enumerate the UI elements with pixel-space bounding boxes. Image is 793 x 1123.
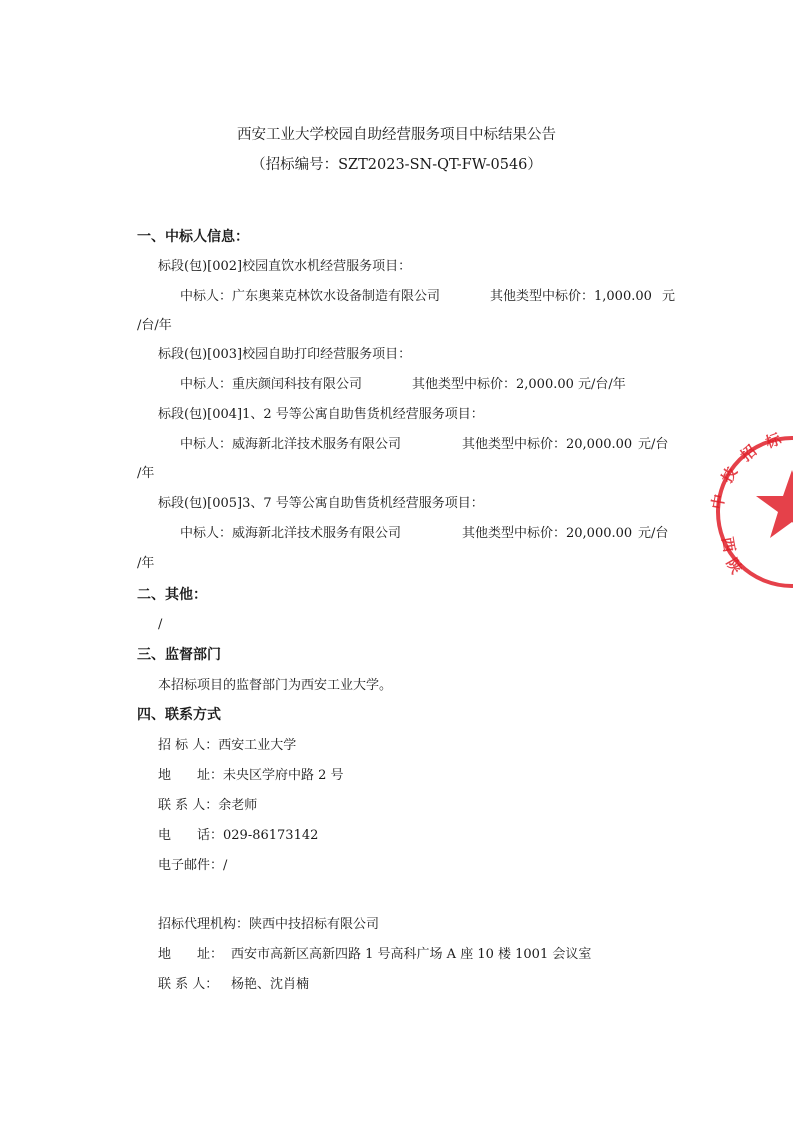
seal-char: 中	[708, 492, 729, 511]
contact-label: 招 标 人：	[158, 738, 219, 753]
contact-person	[158, 797, 257, 815]
contact-label: 电 话：	[158, 828, 224, 843]
lot-winner: 中标人：重庆颜闰科技有限公司	[180, 377, 363, 392]
lot-price: 其他类型中标价：1,000.00	[490, 289, 652, 304]
lot-winner: 中标人：威海新北洋技术服务有限公司	[180, 437, 402, 452]
official-seal-stamp	[708, 429, 793, 592]
lot-price-unit-cont: /台/年	[137, 318, 172, 333]
section-supervision-heading: 三、监督部门	[137, 647, 221, 663]
lot-price: 其他类型中标价：20,000.00	[462, 437, 633, 452]
lot-label: 标段(包)[005]3、7 号等公寓自助售货机经营服务项目：	[158, 496, 484, 511]
contact-label: 地 址：	[158, 947, 224, 962]
contact-value: 029-86173142	[223, 828, 319, 843]
lot-price-unit-cont: /年	[137, 466, 155, 481]
document-subtitle: （招标编号：SZT2023-SN-QT-FW-0546）	[251, 157, 542, 173]
seal-char: 招	[737, 441, 761, 466]
agency-address	[158, 946, 591, 964]
contact-value: 未央区学府中路 2 号	[223, 768, 344, 783]
contact-value: 西安市高新区高新四路 1 号高科广场 A 座 10 楼 1001 会议室	[231, 947, 592, 962]
section-other-heading: 二、其他：	[137, 587, 207, 603]
lot-price-unit: 元/台	[638, 526, 669, 541]
contact-value: /	[223, 858, 228, 873]
lot-price-unit: 元/台	[638, 437, 669, 452]
section-winner-heading: 一、中标人信息：	[137, 229, 249, 245]
contact-address	[158, 767, 344, 785]
seal-star-icon	[756, 470, 793, 538]
contact-label: 电子邮件：	[158, 858, 224, 873]
lot-label: 标段(包)[004]1、2 号等公寓自助售货机经营服务项目：	[158, 407, 484, 422]
seal-char: 西	[718, 535, 739, 554]
agency-name	[158, 916, 379, 934]
document-title: 西安工业大学校园自助经营服务项目中标结果公告	[237, 127, 556, 143]
lot-price: 其他类型中标价：2,000.00 元/台/年	[412, 377, 626, 392]
lot-winner: 中标人：威海新北洋技术服务有限公司	[180, 526, 402, 541]
lot-price-unit: 元	[662, 289, 676, 304]
lot-price-unit-cont: /年	[137, 556, 155, 571]
contact-label: 联 系 人：	[158, 977, 219, 992]
contact-label: 地 址：	[158, 768, 224, 783]
seal-char: 陕	[722, 555, 746, 578]
section-contact-heading: 四、联系方式	[137, 707, 221, 723]
contact-phone	[158, 827, 318, 845]
section-supervision-content: 本招标项目的监督部门为西安工业大学。	[158, 678, 393, 693]
contact-value: 西安工业大学	[218, 738, 297, 753]
lot-winner: 中标人：广东奥莱克林饮水设备制造有限公司	[180, 289, 441, 304]
agency-person	[158, 976, 309, 994]
seal-char: 技	[717, 463, 741, 486]
contact-label: 招标代理机构：	[158, 917, 250, 932]
contact-tenderer	[158, 737, 296, 755]
contact-email	[158, 857, 227, 875]
contact-value: 陕西中技招标有限公司	[249, 917, 380, 932]
section-other-content: /	[158, 617, 163, 632]
contact-value: 杨艳、沈肖楠	[231, 977, 310, 992]
lot-label: 标段(包)[002]校园直饮水机经营服务项目：	[158, 259, 412, 274]
seal-char: 标	[763, 429, 784, 452]
contact-value: 余老师	[218, 798, 258, 813]
contact-label: 联 系 人：	[158, 798, 219, 813]
lot-label: 标段(包)[003]校园自助打印经营服务项目：	[158, 347, 412, 362]
lot-price: 其他类型中标价：20,000.00	[462, 526, 633, 541]
